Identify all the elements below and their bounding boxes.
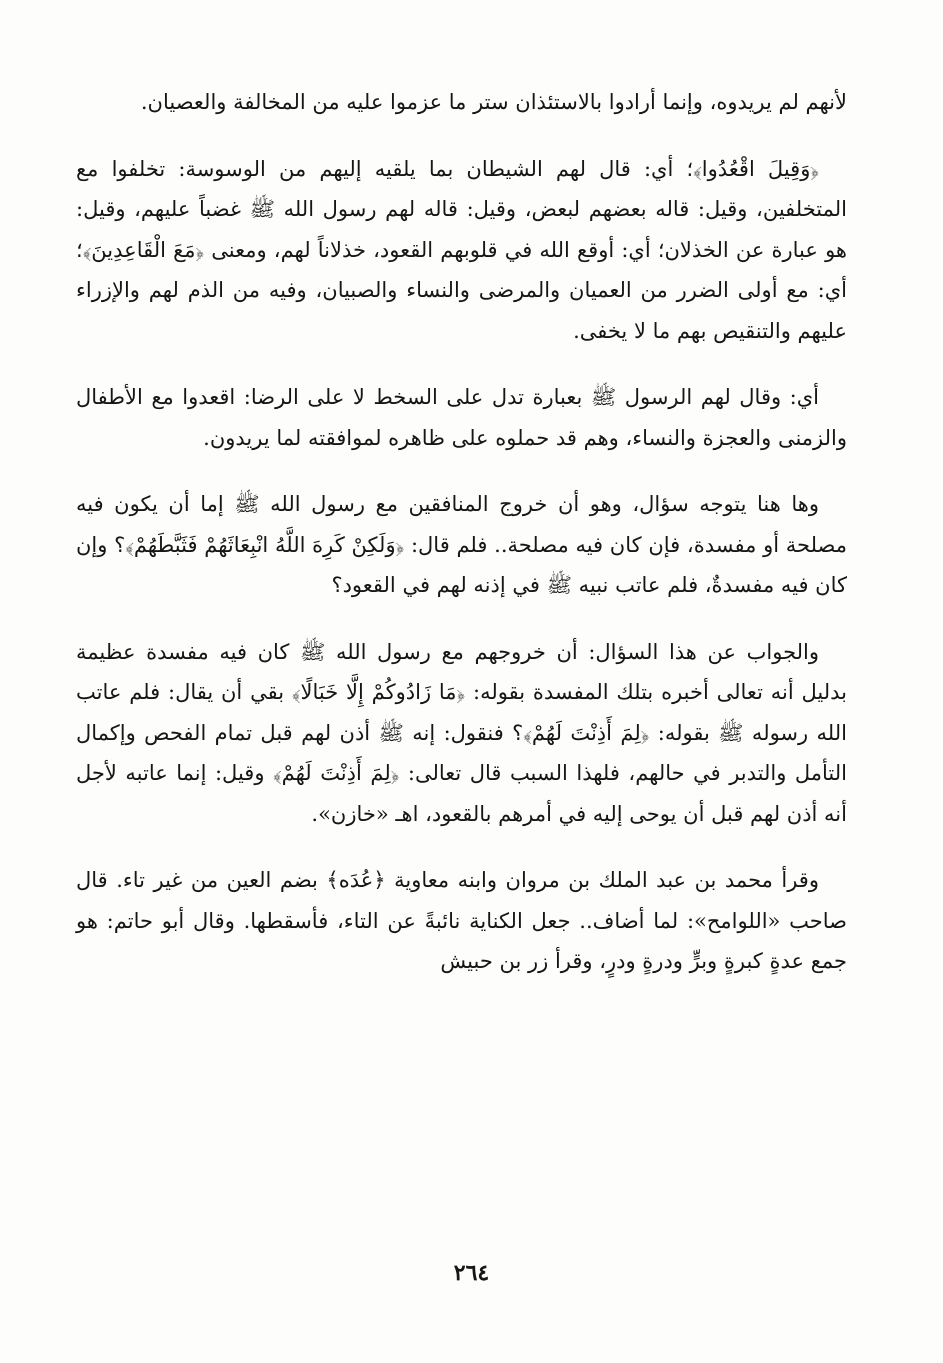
paragraph-6: وقرأ محمد بن عبد الملك بن مروان وابنه معاوية ﴿عُدَه﴾ بضم العين من غير تاء. قال صاحب «اللوامح»: لما أضاف.. جعل الكناية نائبةً عن التاء، فأسقطها. وقال أبو حاتم: هو جمع عدةٍ كبرةٍ وبرٍّ ودرةٍ ودرٍ، وقرأ زر بن حبيش xyxy=(76,868,847,973)
paragraph-1: لأنهم لم يريدوه، وإنما أرادوا بالاستئذان ستر ما عزموا عليه من المخالفة والعصيان. xyxy=(140,90,847,114)
paragraph-3: أي: وقال لهم الرسول ﷺ بعبارة تدل على السخط لا على الرضا: اقعدوا مع الأطفال والزمنى والعجزة والنساء، وهم قد حملوه على ظاهره لموافقته لما يريدون. xyxy=(76,385,847,450)
paragraph-2: ﴿وَقِيلَ اقْعُدُوا﴾؛ أي: قال لهم الشيطان بما يلقيه إليهم من الوسوسة: تخلفوا مع المتخلفين، وقيل: قاله بعضهم لبعض، وقيل: قاله لهم رسول الله ﷺ غضباً عليهم، وقيل: هو عبارة عن الخذلان؛ أي: أوقع الله في قلوبهم القعود، خذلاناً لهم، ومعنى ﴿مَعَ الْقَاعِدِينَ﴾؛ أي: مع أولى الضرر من العميان والمرضى والنساء والصبيان، وفيه من الذم لهم والإزراء عليهم والتنقيص بهم ما لا يخفى. xyxy=(76,156,848,343)
page-number: ٢٦٤ xyxy=(453,1260,490,1286)
paragraph-5: والجواب عن هذا السؤال: أن خروجهم مع رسول الله ﷺ كان فيه مفسدة عظيمة بدليل أنه تعالى أخبره بتلك المفسدة بقوله: ﴿مَا زَادُوكُمْ إِلَّا خَبَالًا﴾ بقي أن يقال: فلم عاتب الله رسوله ﷺ بقوله: ﴿لِمَ أَذِنْتَ لَهُمْ﴾؟ فنقول: إنه ﷺ أذن لهم قبل تمام الفحص وإكمال التأمل والتدبر في حالهم، فلهذا السبب قال تعالى: ﴿لِمَ أَذِنْتَ لَهُمْ﴾ وقيل: إنما عاتبه لأجل أنه أذن لهم قبل أن يوحى إليه في أمرهم بالقعود، اهـ «خازن». xyxy=(76,639,847,826)
body-text xyxy=(76,82,847,982)
paragraph-4: وها هنا يتوجه سؤال، وهو أن خروج المنافقين مع رسول الله ﷺ إما أن يكون فيه مصلحة أو مفسدة، فإن كان فيه مصلحة.. فلم قال: ﴿وَلَكِنْ كَرِهَ اللَّهُ انْبِعَاثَهُمْ فَثَبَّطَهُمْ﴾؟ وإن كان فيه مفسدةٌ، فلم عاتب نبيه ﷺ في إذنه لهم في القعود؟ xyxy=(76,492,847,597)
